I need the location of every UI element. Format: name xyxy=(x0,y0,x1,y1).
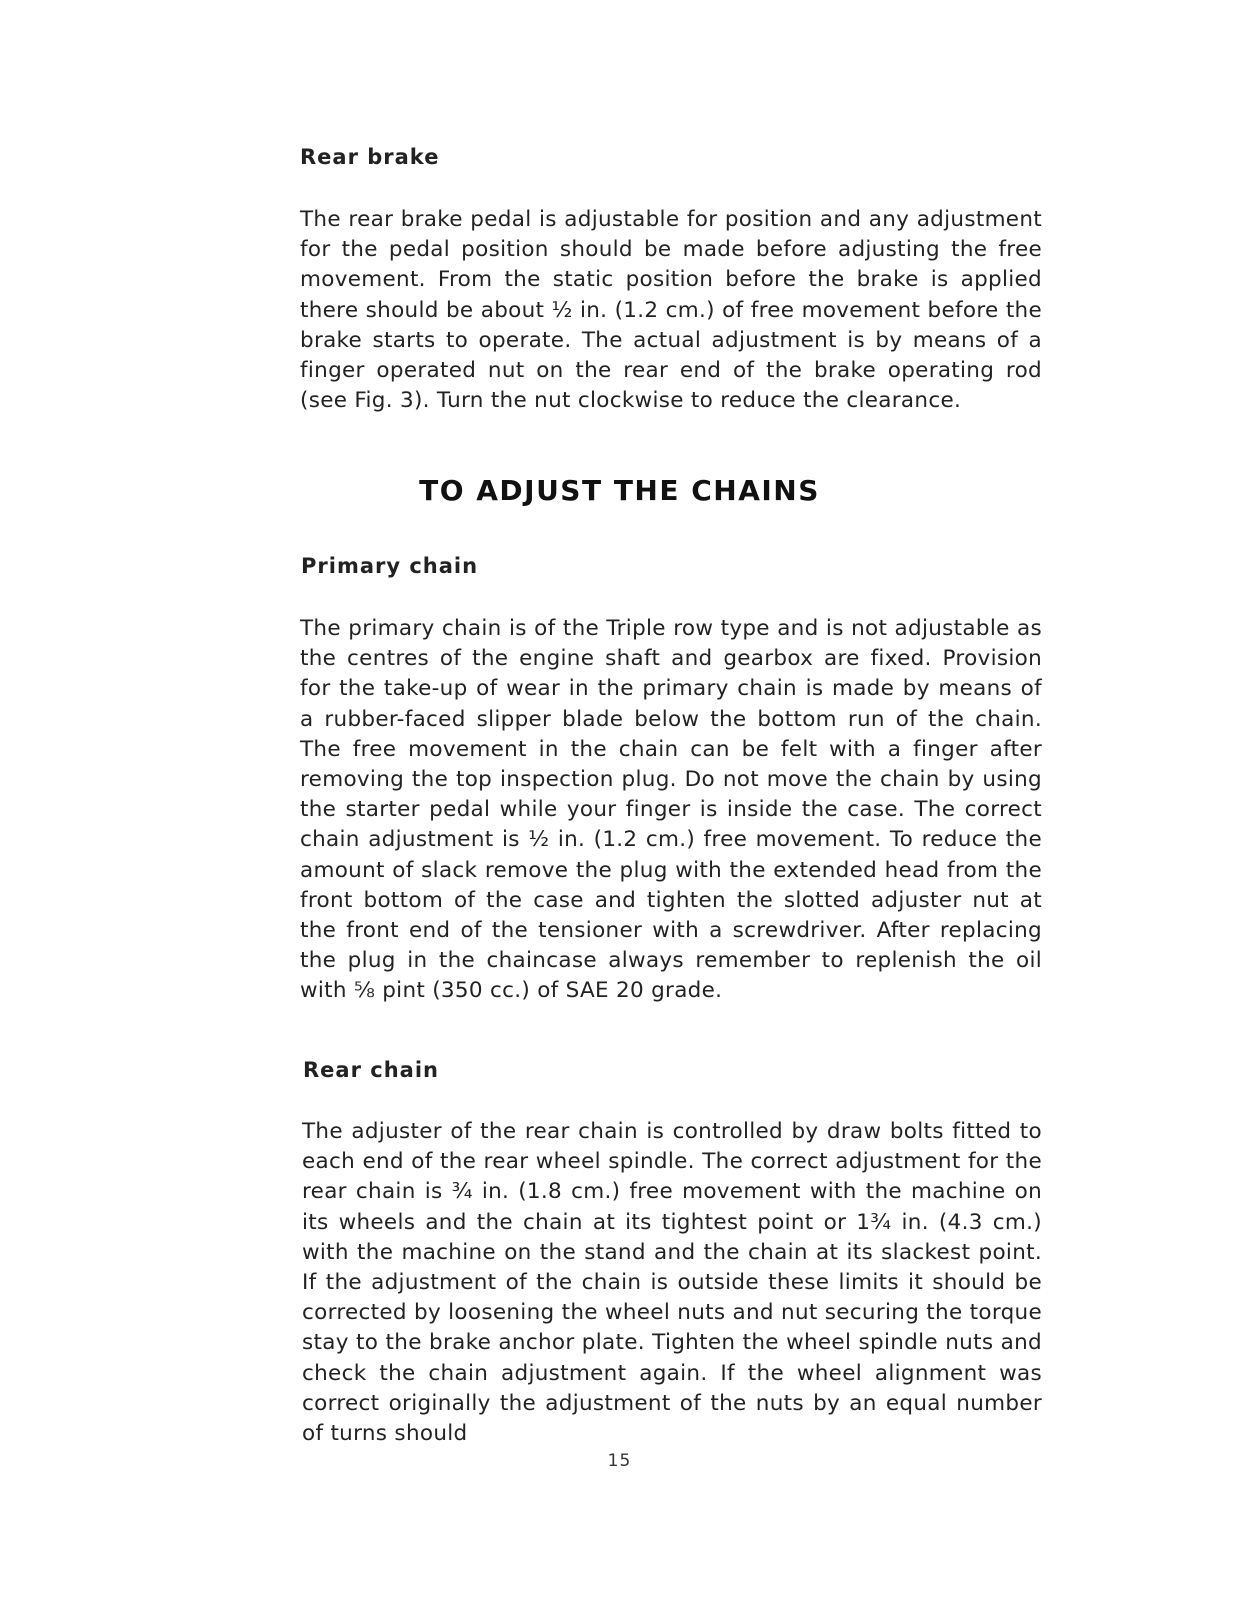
page-number: 15 xyxy=(607,1451,632,1471)
main-title: TO ADJUST THE CHAINS xyxy=(419,474,820,507)
primary-chain-paragraph: The primary chain is of the Triple row type and is not adjustable as the centres of the engine shaft and gearbox are fixed. Provision for the take-up of wear in the primary chain is made by means of a rubber-faced slipper blade below the bottom run of the chain. The free movement in the chain can be felt with a finger after removing the top inspection plug. Do not move the chain by using the starter pedal while your finger is inside the case. The correct chain adjustment is ½ in. (1.2 cm.) free movement. To reduce the amount of slack remove the plug with the extended head from the front bottom of the case and tighten the slotted adjuster nut at the front end of the tensioner with a screwdriver. After replacing the plug in the chaincase always remember to replenish the oil with ⅝ pint (350 cc.) of SAE 20 grade. xyxy=(300,616,1042,1004)
rear-chain-paragraph: The adjuster of the rear chain is controlled by draw bolts fitted to each end of the rear wheel spindle. The correct adjustment for the rear chain is ¾ in. (1.8 cm.) free movement with the machine on its wheels and the chain at its tightest point or 1¾ in. (4.3 cm.) with the machine on the stand and the chain at its slackest point. If the adjustment of the chain is outside these limits it should be corrected by loosening the wheel nuts and nut securing the torque stay to the brake anchor plate. Tighten the wheel spindle nuts and check the chain adjustment again. If the wheel alignment was correct originally the adjustment of the nuts by an equal number of turns should xyxy=(302,1119,1042,1447)
rear-chain-heading: Rear chain xyxy=(303,1058,439,1082)
rear-brake-paragraph: The rear brake pedal is adjustable for position and any adjustment for the pedal position should be made before adjusting the free movement. From the static position before the brake is applied there should be about ½ in. (1.2 cm.) of free movement before the brake starts to operate. The actual adjustment is by means of a finger operated nut on the rear end of the brake operating rod (see Fig. 3). Turn the nut clockwise to reduce the clearance. xyxy=(300,207,1042,414)
rear-brake-heading: Rear brake xyxy=(300,145,440,169)
primary-chain-heading: Primary chain xyxy=(301,554,479,578)
